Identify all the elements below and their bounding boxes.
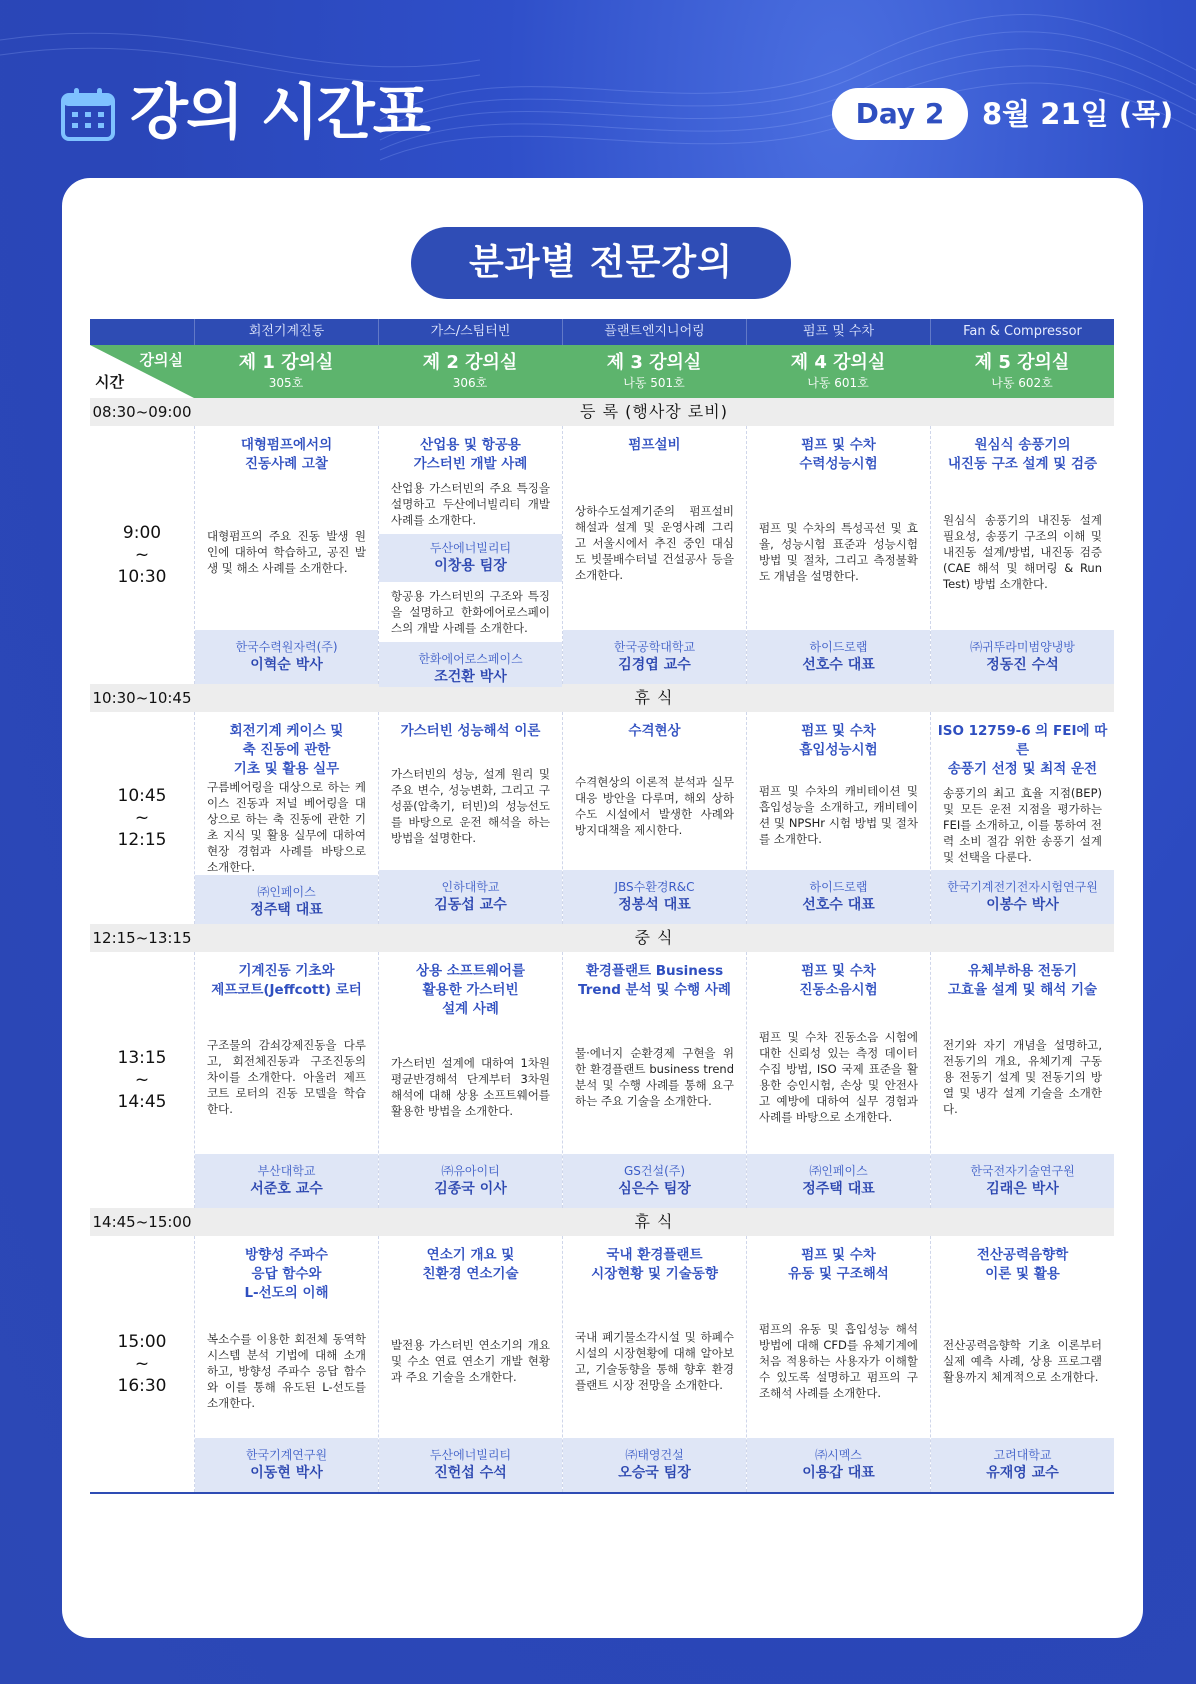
lecture-cell bbox=[930, 1236, 1114, 1492]
lecture-description bbox=[747, 474, 930, 630]
text-lines: 유체부하용 전동기 고효율 설계 및 해석 기술 bbox=[947, 963, 1098, 998]
room-cell bbox=[930, 345, 1114, 398]
time-tilde: ~ bbox=[134, 545, 150, 565]
room-cell bbox=[194, 345, 378, 398]
break-label: 휴 식 bbox=[634, 1212, 674, 1231]
break-row bbox=[90, 684, 1114, 712]
speaker bbox=[195, 875, 378, 924]
lecture-description bbox=[195, 1303, 378, 1438]
room-axis-label: 강의실 bbox=[139, 351, 183, 369]
text-lines: 원심식 송풍기의 내진동 구조 설계 및 검증 bbox=[947, 437, 1098, 472]
lecture-title bbox=[931, 712, 1114, 779]
lecture-cell bbox=[562, 712, 746, 924]
lecture-body bbox=[379, 1236, 562, 1438]
description-text: 송풍기의 최고 효율 지점(BEP) 및 모든 운전 지점을 평가하는 FEI를 소개하고, 이를 통하여 전력 소비 절감 위한 송풍기 설계 및 선택을 다룬다. bbox=[943, 785, 1102, 864]
text-lines: 펌프 및 수차 진동소음시험 bbox=[799, 963, 878, 998]
lecture-cell bbox=[194, 1236, 378, 1492]
lecture-cell bbox=[930, 952, 1114, 1208]
speaker bbox=[931, 870, 1114, 924]
speaker-name: 진헌섭 수석 bbox=[434, 1465, 507, 1481]
speaker bbox=[747, 630, 930, 684]
text-lines: 펌프 및 수차 유동 및 구조해석 bbox=[788, 1247, 889, 1282]
calendar-icon bbox=[60, 86, 116, 142]
lecture-title bbox=[379, 426, 562, 474]
room-number: 306호 bbox=[452, 376, 488, 390]
session-row bbox=[90, 712, 1114, 924]
text-lines: 전산공력음향학 이론 및 활용 bbox=[976, 1247, 1069, 1282]
lecture-cell bbox=[194, 712, 378, 924]
day-badge: Day 2 bbox=[832, 88, 968, 140]
lecture-cell bbox=[194, 952, 378, 1208]
speaker-affiliation: 하이드로랩 bbox=[809, 640, 868, 654]
time-tilde: ~ bbox=[134, 1354, 150, 1374]
description-text: 국내 폐기물소각시설 및 하폐수시설의 시장현황에 대해 알아보고, 기술동향을 통해 향후 환경플랜트 시장 전망을 소개한다. bbox=[575, 1330, 734, 1392]
lecture-body bbox=[931, 426, 1114, 630]
lecture-description bbox=[931, 1000, 1114, 1154]
lecture-title bbox=[195, 1236, 378, 1303]
session-row bbox=[90, 952, 1114, 1208]
lecture-title bbox=[195, 426, 378, 474]
speaker-affiliation: 고려대학교 bbox=[993, 1448, 1052, 1462]
description-text: 상하수도설계기준의 펌프설비 해설과 설계 및 운영사례 그리고 서울시에서 추진 중인 대심도 빗물배수터널 건설공사 등을 소개한다. bbox=[575, 503, 734, 582]
lecture-title bbox=[195, 952, 378, 1000]
speaker-name: 김동섭 교수 bbox=[434, 897, 507, 913]
speaker-affiliation: 두산에너빌리티 bbox=[429, 1448, 512, 1462]
lecture-title bbox=[563, 712, 746, 741]
room-header-row bbox=[90, 345, 1114, 398]
session-time bbox=[90, 712, 194, 924]
speaker-affiliation: ㈜귀뚜라미범양냉방 bbox=[970, 640, 1075, 654]
description-text: 전기와 자기 개념을 설명하고, 전동기의 개요, 유체기계 구동용 전동기 설계 및 전동기의 방열 및 냉각 설계 기술을 소개한다. bbox=[943, 1038, 1102, 1116]
lecture-title bbox=[931, 1236, 1114, 1284]
subject-header-row bbox=[90, 319, 1114, 345]
lecture-cell bbox=[746, 712, 930, 924]
time-stack bbox=[118, 785, 167, 851]
break-time: 08:30~09:00 bbox=[92, 403, 192, 421]
text-lines: 기계진동 기초와 제프코트(Jeffcott) 로터 bbox=[211, 963, 362, 998]
lecture-cell bbox=[746, 1236, 930, 1492]
lecture-body bbox=[379, 952, 562, 1154]
lecture-body bbox=[563, 712, 746, 870]
page-title: 강의 시간표 bbox=[130, 78, 429, 148]
page-header bbox=[60, 78, 1174, 148]
session-row bbox=[90, 426, 1114, 684]
speaker bbox=[379, 642, 562, 687]
lecture-body bbox=[195, 952, 378, 1154]
lecture-description bbox=[563, 1284, 746, 1438]
text-lines: 펌프설비 bbox=[628, 437, 681, 453]
lecture-description bbox=[379, 1019, 562, 1154]
room-number: 나동 501호 bbox=[623, 376, 685, 390]
text-lines: 방향성 주파수 응답 함수와 L-선도의 이해 bbox=[244, 1247, 329, 1301]
lecture-body bbox=[195, 1236, 378, 1438]
lecture-description bbox=[747, 1000, 930, 1154]
description-text: 펌프의 유동 및 흡입성능 해석방법에 대해 CFD를 유체기계에 처음 적용하는 사용자가 이해할 수 있도록 설명하고 펌프의 구조해석 사례를 소개한다. bbox=[759, 1322, 918, 1400]
room-name: 제 4 강의실 bbox=[790, 352, 886, 373]
speaker-affiliation: 하이드로랩 bbox=[809, 880, 868, 894]
speaker-affiliation: 한국기계연구원 bbox=[245, 1448, 328, 1462]
speaker-name: 서준호 교수 bbox=[250, 1181, 323, 1197]
break-label: 중 식 bbox=[634, 928, 674, 947]
lecture-description: 산업용 가스터빈의 주요 특징을 설명하고 두산에너빌리티 개발 사례를 소개한다. bbox=[391, 481, 550, 527]
lecture-description bbox=[931, 1284, 1114, 1438]
lecture-title bbox=[931, 952, 1114, 1000]
section-title: 분과별 전문강의 bbox=[411, 227, 791, 299]
description-text: 가스터빈 설계에 대하여 1차원 평균반경해석 단계부터 3차원 해석에 대해 상용 소프트웨어를 활용한 방법을 소개한다. bbox=[391, 1055, 550, 1118]
track-subject: 회전기계진동 bbox=[194, 319, 378, 345]
lecture-body bbox=[563, 426, 746, 630]
speaker bbox=[747, 1154, 930, 1208]
lecture-body bbox=[379, 712, 562, 870]
lecture-body bbox=[563, 1236, 746, 1438]
speaker-name: 선호수 대표 bbox=[802, 897, 875, 913]
lecture-description bbox=[747, 1284, 930, 1438]
text-lines: 국내 환경플랜트 시장현황 및 기술동향 bbox=[591, 1247, 718, 1282]
speaker-affiliation: 한국전자기술연구원 bbox=[970, 1164, 1075, 1178]
description-text: 수격현상의 이론적 분석과 실무 대응 방안을 다루며, 해외 상하수도 시설에서 발생한 사례와 방지대책을 제시한다. bbox=[575, 774, 734, 837]
speaker-affiliation: 두산에너빌리티 bbox=[429, 541, 512, 555]
lecture-title bbox=[563, 1236, 746, 1284]
speaker-name: 이용갑 대표 bbox=[802, 1465, 875, 1481]
speaker-name: 김경엽 교수 bbox=[618, 657, 691, 673]
break-time: 12:15~13:15 bbox=[92, 929, 192, 947]
speaker bbox=[931, 1154, 1114, 1208]
lecture-body bbox=[747, 1236, 930, 1438]
text-lines: 환경플랜트 Business Trend 분석 및 수행 사례 bbox=[578, 963, 731, 998]
lecture-title bbox=[195, 712, 378, 779]
speaker bbox=[195, 630, 378, 684]
room-name: 제 5 강의실 bbox=[974, 352, 1070, 373]
description-text: 구름베어링을 대상으로 하는 케이스 진동과 저널 베어링을 대상으로 하는 축 진동에 관한 기초 지식 및 활용 실무에 대하여 현장 경험과 사례를 바탕으로 소개한다. bbox=[207, 780, 366, 874]
description-text: 대형펌프의 주요 진동 발생 원인에 대하여 학습하고, 공진 발생 및 해소 사례를 소개한다. bbox=[207, 529, 366, 575]
lecture-description bbox=[563, 741, 746, 870]
room-number: 나동 601호 bbox=[807, 376, 869, 390]
speaker-name: 정주택 대표 bbox=[250, 902, 323, 918]
lecture-title bbox=[563, 426, 746, 455]
speaker bbox=[379, 870, 562, 924]
session-time bbox=[90, 426, 194, 684]
lecture-title bbox=[931, 426, 1114, 474]
lecture-description bbox=[379, 741, 562, 870]
lecture-body bbox=[195, 426, 378, 630]
schedule-table bbox=[90, 319, 1114, 1494]
room-number: 나동 602호 bbox=[991, 376, 1053, 390]
description-text: 원심식 송풍기의 내진동 설계 필요성, 송풍기 구조의 이해 및 내진동 설계/방법, 내진동 검증(CAE 해석 및 해머링 & Run Test) 방법 소개한다. bbox=[943, 513, 1102, 591]
speaker bbox=[747, 1438, 930, 1492]
lecture-title bbox=[747, 952, 930, 1000]
speaker-name: 김래은 박사 bbox=[986, 1181, 1059, 1197]
description-text: 복소수를 이용한 회전체 동역학 시스템 분석 기법에 대해 소개하고, 방향성 주파수 응답 함수와 이를 통해 유도된 L-선도를 소개한다. bbox=[207, 1331, 366, 1410]
speaker-name: 이창용 팀장 bbox=[434, 558, 507, 574]
speaker-affiliation: 부산대학교 bbox=[257, 1164, 316, 1178]
time-axis-label: 시간 bbox=[95, 373, 124, 391]
time-end: 12:15 bbox=[117, 830, 167, 850]
lecture-body bbox=[195, 712, 378, 875]
time-start: 13:15 bbox=[117, 1048, 167, 1068]
lecture-description bbox=[931, 474, 1114, 630]
subject-header-spacer bbox=[90, 319, 194, 345]
lecture-cell bbox=[378, 712, 562, 924]
speaker-affiliation: ㈜유아이티 bbox=[441, 1164, 500, 1178]
speaker bbox=[563, 1154, 746, 1208]
description-text: 구조물의 감쇠강제진동을 다루고, 회전체진동과 구조진동의 차이를 소개한다. 아울러 제프코트 로터의 진동 모델을 학습한다. bbox=[207, 1038, 366, 1116]
time-tilde: ~ bbox=[134, 1070, 150, 1090]
lecture-cell bbox=[194, 426, 378, 684]
time-end: 10:30 bbox=[117, 567, 167, 587]
time-stack bbox=[118, 522, 167, 588]
description-text: 발전용 가스터빈 연소기의 개요 및 수소 연료 연소기 개발 현황과 주요 기술을 소개한다. bbox=[391, 1338, 550, 1384]
time-end: 14:45 bbox=[117, 1092, 167, 1112]
speaker bbox=[379, 1154, 562, 1208]
lecture-cell bbox=[562, 1236, 746, 1492]
speaker-affiliation: 한국공학대학교 bbox=[613, 640, 696, 654]
text-lines: 펌프 및 수차 수력성능시험 bbox=[799, 437, 878, 472]
room-name: 제 3 강의실 bbox=[606, 352, 702, 373]
text-lines: 수격현상 bbox=[628, 723, 681, 739]
lecture-title bbox=[379, 712, 562, 741]
break-row bbox=[90, 398, 1114, 426]
speaker-name: 선호수 대표 bbox=[802, 657, 875, 673]
time-stack bbox=[118, 1047, 167, 1113]
schedule-rows bbox=[90, 398, 1114, 1492]
speaker-name: 오승국 팀장 bbox=[618, 1465, 691, 1481]
speaker bbox=[563, 1438, 746, 1492]
time-start: 9:00 bbox=[122, 523, 162, 543]
speaker bbox=[379, 1438, 562, 1492]
session-time bbox=[90, 952, 194, 1208]
lecture-title bbox=[747, 712, 930, 760]
track-subject: 펌프 및 수차 bbox=[746, 319, 930, 345]
lecture-description bbox=[563, 455, 746, 630]
break-label: 휴 식 bbox=[634, 688, 674, 707]
lecture-cell bbox=[930, 712, 1114, 924]
description-text: 가스터빈의 성능, 설계 원리 및 주요 변수, 성능변화, 그리고 구성품(압축기, 터빈)의 성능선도를 바탕으로 운전 해석을 하는 방법을 설명한다. bbox=[391, 766, 550, 845]
lecture-description: 항공용 가스터빈의 구조와 특징을 설명하고 한화에어로스페이스의 개발 사례를 소개한다. bbox=[391, 589, 550, 635]
lecture-cell bbox=[562, 426, 746, 684]
speaker-affiliation: 한국수력원자력(주) bbox=[235, 640, 338, 654]
text-lines: 연소기 개요 및 친환경 연소기술 bbox=[422, 1247, 519, 1282]
speaker-affiliation: GS건설(주) bbox=[623, 1164, 686, 1178]
lecture-body bbox=[563, 952, 746, 1154]
description-text: 펌프 및 수차의 특성곡선 및 효율, 성능시험 표준과 성능시험 방법 및 절차, 그리고 측정불확도 개념을 설명한다. bbox=[759, 521, 918, 583]
speaker-affiliation: 한국기계전기전자시험연구원 bbox=[947, 880, 1098, 894]
speaker-name: 정동진 수석 bbox=[986, 657, 1059, 673]
break-label: 등 록 (행사장 로비) bbox=[580, 402, 728, 421]
room-number: 305호 bbox=[268, 376, 304, 390]
speaker-name: 정주택 대표 bbox=[802, 1181, 875, 1197]
time-end: 16:30 bbox=[117, 1376, 167, 1396]
lecture-description bbox=[747, 760, 930, 870]
lecture-description bbox=[195, 474, 378, 630]
speaker bbox=[195, 1154, 378, 1208]
lecture-description bbox=[563, 1000, 746, 1154]
text-lines: ISO 12759-6 의 FEI에 따른 송풍기 선정 및 최적 운전 bbox=[937, 723, 1108, 777]
session-row bbox=[90, 1236, 1114, 1492]
text-lines: 산업용 및 항공용 가스터빈 개발 사례 bbox=[413, 437, 528, 472]
speaker-affiliation: JBS수환경R&C bbox=[614, 880, 695, 894]
lecture-title bbox=[747, 1236, 930, 1284]
corner-header bbox=[90, 345, 194, 398]
speaker-name: 심은수 팀장 bbox=[618, 1181, 691, 1197]
lecture-body bbox=[931, 1236, 1114, 1438]
text-lines: 펌프 및 수차 흡입성능시험 bbox=[799, 723, 878, 758]
time-stack bbox=[118, 1331, 167, 1397]
break-row bbox=[90, 924, 1114, 952]
text-lines: 대형펌프에서의 진동사례 고찰 bbox=[240, 437, 333, 472]
speaker-name: 이혁순 박사 bbox=[250, 657, 323, 673]
table-bottom-rule bbox=[90, 1492, 1114, 1494]
time-start: 15:00 bbox=[117, 1332, 167, 1352]
time-start: 10:45 bbox=[117, 786, 167, 806]
lecture-body bbox=[747, 712, 930, 870]
lecture-description bbox=[195, 779, 378, 875]
speaker-name: 조건환 박사 bbox=[434, 669, 507, 685]
speaker-name: 김종국 이사 bbox=[434, 1181, 507, 1197]
text-lines: 가스터빈 성능해석 이론 bbox=[400, 723, 541, 739]
room-cell bbox=[562, 345, 746, 398]
session-time bbox=[90, 1236, 194, 1492]
co-speaker bbox=[379, 534, 562, 582]
time-tilde: ~ bbox=[134, 808, 150, 828]
speaker-affiliation: ㈜인페이스 bbox=[257, 885, 316, 899]
lecture-cell bbox=[930, 426, 1114, 684]
speaker-affiliation: ㈜시멕스 bbox=[815, 1448, 862, 1462]
lecture-body bbox=[931, 952, 1114, 1154]
lecture-body bbox=[931, 712, 1114, 870]
lecture-cell bbox=[562, 952, 746, 1208]
lecture-split bbox=[379, 474, 562, 642]
speaker-name: 이동현 박사 bbox=[250, 1465, 323, 1481]
speaker-name: 정봉석 대표 bbox=[618, 897, 691, 913]
speaker bbox=[747, 870, 930, 924]
break-row bbox=[90, 1208, 1114, 1236]
text-lines: 상용 소프트웨어를 활용한 가스터빈 설계 사례 bbox=[415, 963, 526, 1017]
description-text: 펌프 및 수차의 캐비테이션 및 흡입성능을 소개하고, 캐비테이션 및 NPSHr 시험 방법 및 절차를 소개한다. bbox=[759, 784, 918, 846]
description-text: 전산공력음향학 기초 이론부터 실제 예측 사례, 상용 프로그램 활용까지 체계적으로 소개한다. bbox=[943, 1338, 1102, 1384]
speaker bbox=[931, 630, 1114, 684]
lecture-description bbox=[379, 1284, 562, 1438]
speaker bbox=[563, 630, 746, 684]
room-name: 제 1 강의실 bbox=[238, 352, 334, 373]
speaker bbox=[195, 1438, 378, 1492]
speaker-affiliation: ㈜인페이스 bbox=[809, 1164, 868, 1178]
lecture-cell bbox=[378, 952, 562, 1208]
event-date: 8월 21일 (목) bbox=[982, 97, 1174, 131]
lecture-description bbox=[931, 779, 1114, 870]
lecture-cell bbox=[746, 952, 930, 1208]
lecture-title bbox=[747, 426, 930, 474]
break-time: 14:45~15:00 bbox=[92, 1213, 192, 1231]
lecture-title bbox=[379, 952, 562, 1019]
room-cell bbox=[378, 345, 562, 398]
break-time: 10:30~10:45 bbox=[92, 689, 192, 707]
speaker-affiliation: ㈜태영건설 bbox=[625, 1448, 684, 1462]
track-subject: Fan & Compressor bbox=[930, 319, 1114, 345]
lecture-cell bbox=[378, 426, 562, 684]
track-subject: 플랜트엔지니어링 bbox=[562, 319, 746, 345]
speaker-affiliation: 한화에어로스페이스 bbox=[418, 652, 523, 666]
speaker bbox=[931, 1438, 1114, 1492]
room-cell bbox=[746, 345, 930, 398]
track-subject: 가스/스팀터빈 bbox=[378, 319, 562, 345]
description-text: 펌프 및 수차 진동소음 시험에 대한 신뢰성 있는 측정 데이터 수집 방법, ISO 국제 표준을 활용한 승인시험, 손상 및 안전사고 예방에 대하여 실무 경험과 사례를 바탕으로 소개한다. bbox=[759, 1030, 918, 1124]
speaker-name: 이봉수 박사 bbox=[986, 897, 1059, 913]
lecture-title bbox=[379, 1236, 562, 1284]
schedule-card bbox=[62, 178, 1143, 1638]
speaker-affiliation: 인하대학교 bbox=[441, 880, 500, 894]
speaker-name: 유재영 교수 bbox=[986, 1465, 1059, 1481]
lecture-body bbox=[747, 952, 930, 1154]
speaker bbox=[563, 870, 746, 924]
text-lines: 회전기계 케이스 및 축 진동에 관한 기초 및 활용 실무 bbox=[229, 723, 344, 777]
lecture-title bbox=[563, 952, 746, 1000]
room-name: 제 2 강의실 bbox=[422, 352, 518, 373]
lecture-body bbox=[379, 426, 562, 642]
lecture-description bbox=[195, 1000, 378, 1154]
lecture-cell bbox=[746, 426, 930, 684]
description-text: 물·에너지 순환경제 구현을 위한 환경플랜트 business trend 분석 및 수행 사례를 통해 요구하는 주요 기술을 소개한다. bbox=[575, 1046, 734, 1108]
lecture-cell bbox=[378, 1236, 562, 1492]
lecture-body bbox=[747, 426, 930, 630]
